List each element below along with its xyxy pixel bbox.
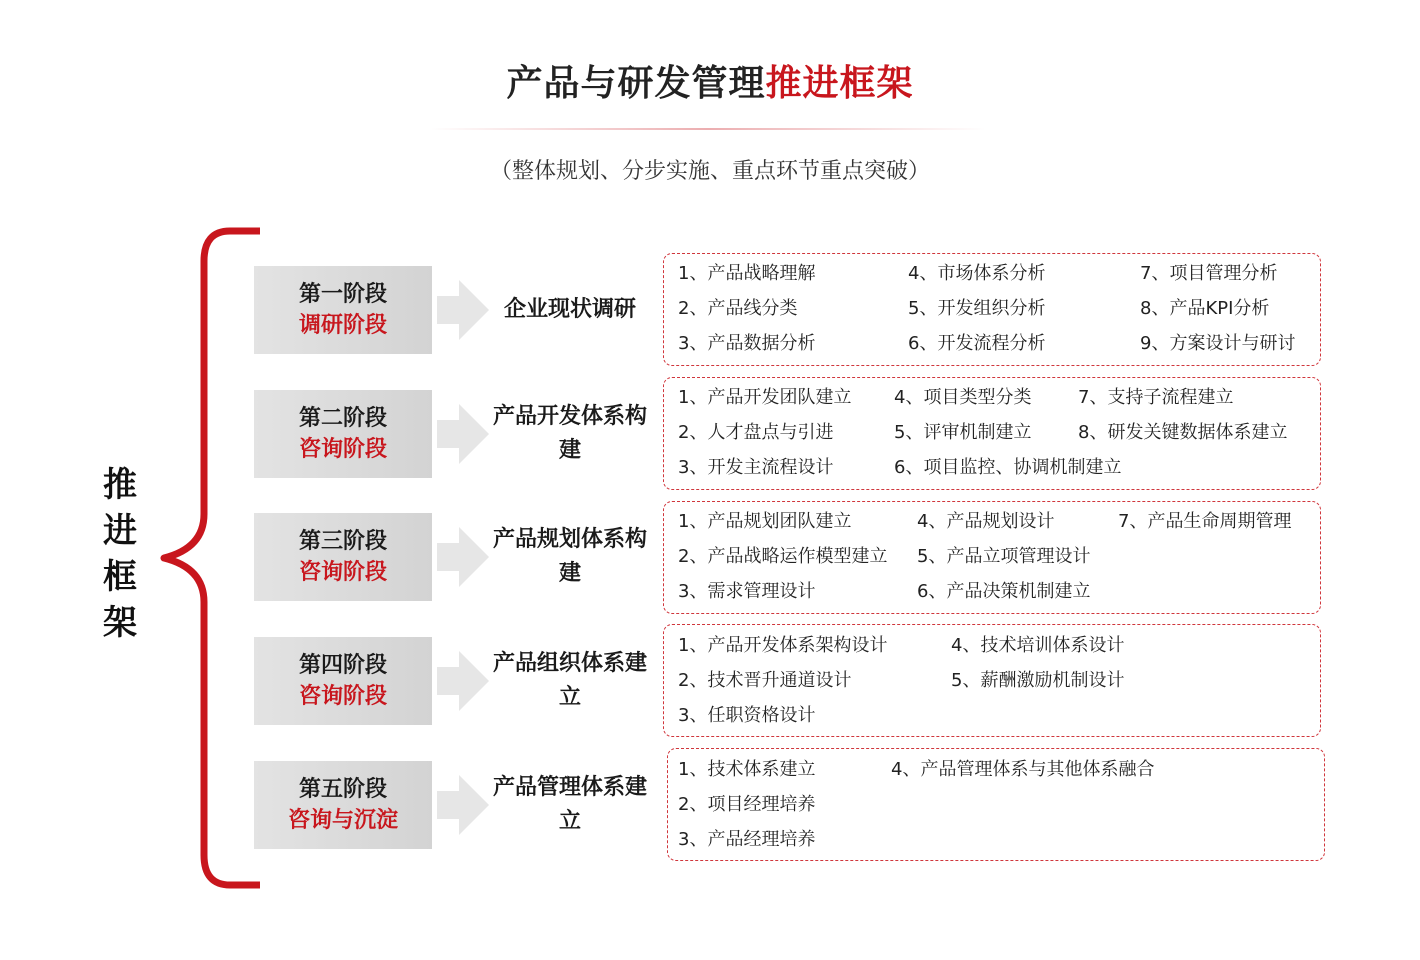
stage-name: 第五阶段 [298,777,387,802]
list-item: 6、产品决策机制建立 [917,581,1091,602]
stage-name: 第三阶段 [298,529,387,554]
list-item: 1、产品战略理解 [678,263,816,284]
list-item: 1、产品开发体系架构设计 [678,635,888,656]
arrow-right-icon [437,651,489,711]
arrow-right-icon [437,775,489,835]
list-item: 5、开发组织分析 [908,298,1046,319]
brace-icon [140,226,270,890]
list-item: 4、产品管理体系与其他体系融合 [891,759,1155,780]
title-main: 产品与研发管理 [506,63,766,104]
stage-phase: 咨询阶段 [298,560,387,585]
stage-label-box [254,390,432,478]
list-item: 5、产品立项管理设计 [917,546,1091,567]
stage-topic: 企业现状调研 [503,297,636,322]
list-item: 7、产品生命周期管理 [1118,511,1292,532]
list-item: 1、产品规划团队建立 [678,511,852,532]
stage-topic: 产品组织体系建立 [492,651,647,710]
title-divider [430,128,986,130]
page-title [0,58,1420,110]
list-item: 2、技术晋升通道设计 [678,670,852,691]
stage-label-box [254,513,432,601]
arrow-right-icon [437,280,489,340]
list-item: 2、人才盘点与引进 [678,422,834,443]
list-item: 7、支持子流程建立 [1078,387,1234,408]
list-item: 7、项目管理分析 [1140,263,1278,284]
stage-phase: 调研阶段 [298,313,387,338]
title-highlight: 推进框架 [765,63,914,104]
list-item: 3、任职资格设计 [678,705,816,726]
stage-label-box [254,761,432,849]
stage-topic: 产品开发体系构建 [492,404,647,463]
list-item: 5、评审机制建立 [894,422,1032,443]
list-item: 6、项目监控、协调机制建立 [894,457,1122,478]
stage-topic: 产品规划体系构建 [492,527,647,586]
list-item: 3、需求管理设计 [678,581,816,602]
list-item: 2、产品线分类 [678,298,798,319]
page-subtitle: （整体规划、分步实施、重点环节重点突破） [489,159,930,184]
list-item: 4、市场体系分析 [908,263,1046,284]
list-item: 4、技术培训体系设计 [951,635,1125,656]
list-item: 2、项目经理培养 [678,794,816,815]
list-item: 5、薪酬激励机制设计 [951,670,1125,691]
list-item: 8、产品KPI分析 [1140,298,1270,319]
side-label: 推进框架 [103,465,137,643]
stage-label-box [254,637,432,725]
stage-name: 第二阶段 [298,406,387,431]
arrow-right-icon [437,404,489,464]
stage-label-box [254,266,432,354]
stage-phase: 咨询阶段 [298,437,387,462]
stage-name: 第一阶段 [298,282,387,307]
list-item: 2、产品战略运作模型建立 [678,546,888,567]
stage-topic: 产品管理体系建立 [492,775,647,834]
arrow-right-icon [437,527,489,587]
list-item: 6、开发流程分析 [908,333,1046,354]
list-item: 3、开发主流程设计 [678,457,834,478]
list-item: 3、产品经理培养 [678,829,816,850]
list-item: 8、研发关键数据体系建立 [1078,422,1288,443]
list-item: 1、产品开发团队建立 [678,387,852,408]
list-item: 4、产品规划设计 [917,511,1055,532]
list-item: 4、项目类型分类 [894,387,1032,408]
stage-name: 第四阶段 [298,653,387,678]
stage-phase: 咨询与沉淀 [287,808,398,833]
list-item: 3、产品数据分析 [678,333,816,354]
list-item: 9、方案设计与研讨 [1140,333,1296,354]
list-item: 1、技术体系建立 [678,759,816,780]
stage-phase: 咨询阶段 [298,684,387,709]
